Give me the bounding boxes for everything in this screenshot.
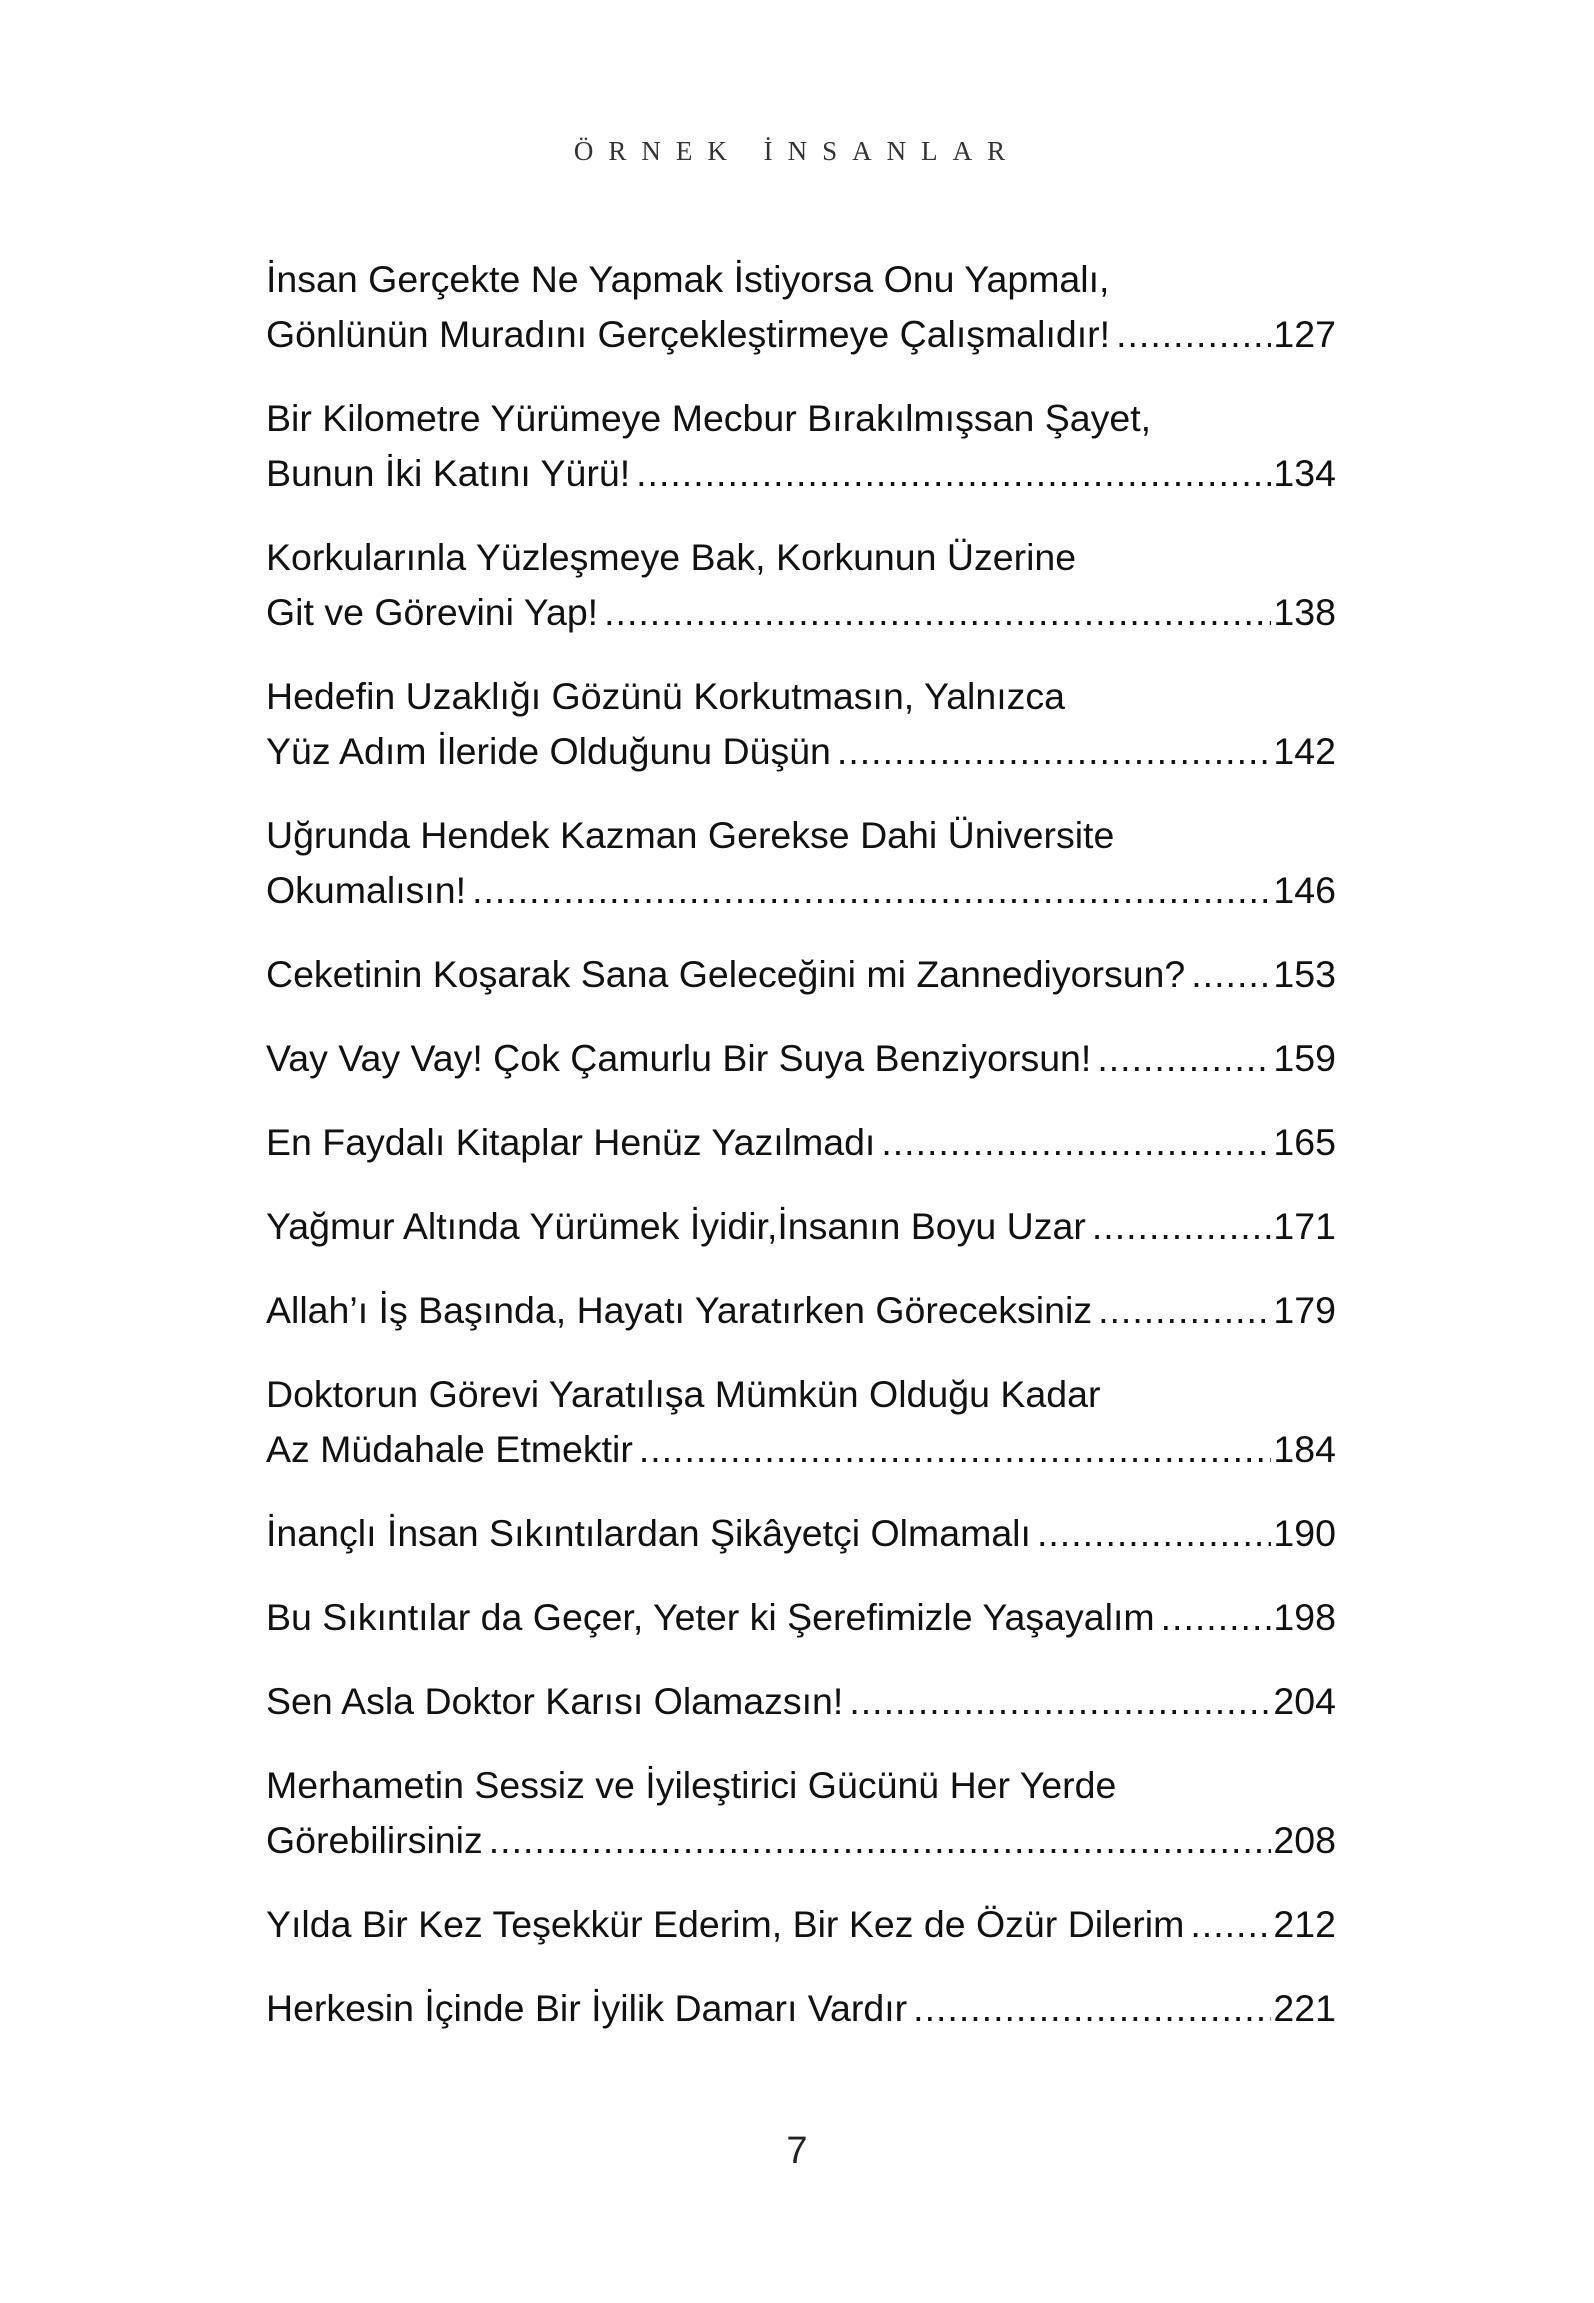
toc-title-line1: Korkularınla Yüzleşmeye Bak, Korkunun Üzerine xyxy=(266,536,1077,578)
dot-leader xyxy=(913,1981,1271,2036)
toc-line xyxy=(266,808,1336,863)
toc-line xyxy=(266,530,1336,585)
toc-title-line2: Yüz Adım İleride Olduğunu Düşün xyxy=(266,730,831,772)
toc-line xyxy=(266,1367,1336,1422)
dot-leader xyxy=(1097,1031,1271,1086)
toc-title-line1: Hedefin Uzaklığı Gözünü Korkutmasın, Yalnızca xyxy=(266,675,1066,717)
running-header: ÖRNEK İNSANLAR xyxy=(573,136,1021,166)
toc-entry xyxy=(266,391,1336,501)
dot-leader xyxy=(1092,1199,1272,1254)
toc-page-number: 138 xyxy=(1273,591,1336,633)
dot-leader xyxy=(1190,1897,1271,1952)
table-of-contents xyxy=(266,252,1336,2065)
toc-title: Sen Asla Doktor Karısı Olamazsın! xyxy=(266,1680,844,1722)
toc-page-number: 179 xyxy=(1273,1289,1336,1331)
toc-line xyxy=(266,252,1336,307)
toc-line xyxy=(266,1981,1336,2036)
toc-title: Vay Vay Vay! Çok Çamurlu Bir Suya Benziyorsun! xyxy=(266,1037,1092,1079)
toc-line xyxy=(266,1115,1336,1170)
toc-page-number: 212 xyxy=(1273,1903,1336,1945)
toc-title-line2: Az Müdahale Etmektir xyxy=(266,1428,633,1470)
toc-entry xyxy=(266,1199,1336,1254)
toc-line xyxy=(266,1897,1336,1952)
toc-entry xyxy=(266,669,1336,779)
toc-entry xyxy=(266,808,1336,918)
toc-title: İnançlı İnsan Sıkıntılardan Şikâyetçi Olmamalı xyxy=(266,1512,1031,1554)
toc-title-line1: İnsan Gerçekte Ne Yapmak İstiyorsa Onu Yapmalı, xyxy=(266,258,1110,300)
toc-line xyxy=(266,669,1336,724)
toc-page-number: 153 xyxy=(1273,953,1336,995)
toc-entry xyxy=(266,947,1336,1002)
toc-page-number: 190 xyxy=(1273,1512,1336,1554)
toc-page-number: 146 xyxy=(1273,869,1336,911)
toc-line xyxy=(266,585,1336,640)
dot-leader xyxy=(881,1115,1271,1170)
page-number: 7 xyxy=(786,2130,808,2172)
toc-line xyxy=(266,1031,1336,1086)
dot-leader xyxy=(1191,947,1271,1002)
dot-leader xyxy=(639,1422,1272,1477)
dot-leader xyxy=(1037,1506,1271,1561)
toc-title: Herkesin İçinde Bir İyilik Damarı Vardır xyxy=(266,1987,908,2029)
toc-title: Yağmur Altında Yürümek İyidir,İnsanın Boyu Uzar xyxy=(266,1205,1086,1247)
dot-leader xyxy=(849,1674,1271,1729)
toc-page-number: 204 xyxy=(1273,1680,1336,1722)
toc-page-number: 198 xyxy=(1273,1596,1336,1638)
toc-entry xyxy=(266,1758,1336,1868)
toc-entry xyxy=(266,1674,1336,1729)
toc-page-number: 208 xyxy=(1273,1819,1336,1861)
toc-line xyxy=(266,1283,1336,1338)
toc-page-number: 171 xyxy=(1273,1205,1336,1247)
toc-line xyxy=(266,1674,1336,1729)
toc-page-number: 159 xyxy=(1273,1037,1336,1079)
toc-line xyxy=(266,863,1336,918)
toc-entry xyxy=(266,1283,1336,1338)
toc-line xyxy=(266,947,1336,1002)
toc-page-number: 165 xyxy=(1273,1121,1336,1163)
toc-line xyxy=(266,446,1336,501)
toc-title: Ceketinin Koşarak Sana Geleceğini mi Zannediyorsun? xyxy=(266,953,1186,995)
toc-title-line2: Görebilirsiniz xyxy=(266,1819,483,1861)
toc-title-line2: Okumalısın! xyxy=(266,869,467,911)
toc-line xyxy=(266,1422,1336,1477)
toc-entry xyxy=(266,1367,1336,1477)
toc-title: Bu Sıkıntılar da Geçer, Yeter ki Şerefimizle Yaşayalım xyxy=(266,1596,1155,1638)
toc-title-line1: Uğrunda Hendek Kazman Gerekse Dahi Üniversite xyxy=(266,814,1115,856)
dot-leader xyxy=(636,446,1271,501)
toc-entry xyxy=(266,1981,1336,2036)
toc-line xyxy=(266,1813,1336,1868)
dot-leader xyxy=(1116,307,1271,362)
toc-title-line1: Bir Kilometre Yürümeye Mecbur Bırakılmışsan Şayet, xyxy=(266,397,1152,439)
toc-entry xyxy=(266,1897,1336,1952)
toc-page-number: 134 xyxy=(1273,452,1336,494)
dot-leader xyxy=(837,724,1272,779)
toc-entry xyxy=(266,530,1336,640)
toc-title: Allah’ı İş Başında, Hayatı Yaratırken Göreceksiniz xyxy=(266,1289,1093,1331)
toc-entry xyxy=(266,1115,1336,1170)
dot-leader xyxy=(472,863,1271,918)
toc-entry xyxy=(266,1506,1336,1561)
toc-page-number: 142 xyxy=(1273,730,1336,772)
toc-title-line2: Git ve Görevini Yap! xyxy=(266,591,599,633)
toc-title-line2: Bunun İki Katını Yürü! xyxy=(266,452,631,494)
toc-title-line1: Merhametin Sessiz ve İyileştirici Gücünü Her Yerde xyxy=(266,1764,1117,1806)
toc-line xyxy=(266,1758,1336,1813)
toc-page-number: 184 xyxy=(1273,1428,1336,1470)
dot-leader xyxy=(604,585,1271,640)
toc-entry xyxy=(266,252,1336,362)
toc-line xyxy=(266,1506,1336,1561)
dot-leader xyxy=(1098,1283,1271,1338)
toc-page-number: 127 xyxy=(1273,313,1336,355)
toc-title-line1: Doktorun Görevi Yaratılışa Mümkün Olduğu Kadar xyxy=(266,1373,1101,1415)
toc-page-number: 221 xyxy=(1273,1987,1336,2029)
toc-line xyxy=(266,1590,1336,1645)
toc-line xyxy=(266,307,1336,362)
toc-title: Yılda Bir Kez Teşekkür Ederim, Bir Kez de Özür Dilerim xyxy=(266,1903,1185,1945)
toc-title-line2: Gönlünün Muradını Gerçekleştirmeye Çalışmalıdır! xyxy=(266,313,1111,355)
toc-entry xyxy=(266,1031,1336,1086)
toc-line xyxy=(266,391,1336,446)
toc-entry xyxy=(266,1590,1336,1645)
toc-title: En Faydalı Kitaplar Henüz Yazılmadı xyxy=(266,1121,876,1163)
toc-line xyxy=(266,1199,1336,1254)
dot-leader xyxy=(489,1813,1272,1868)
dot-leader xyxy=(1161,1590,1272,1645)
toc-line xyxy=(266,724,1336,779)
